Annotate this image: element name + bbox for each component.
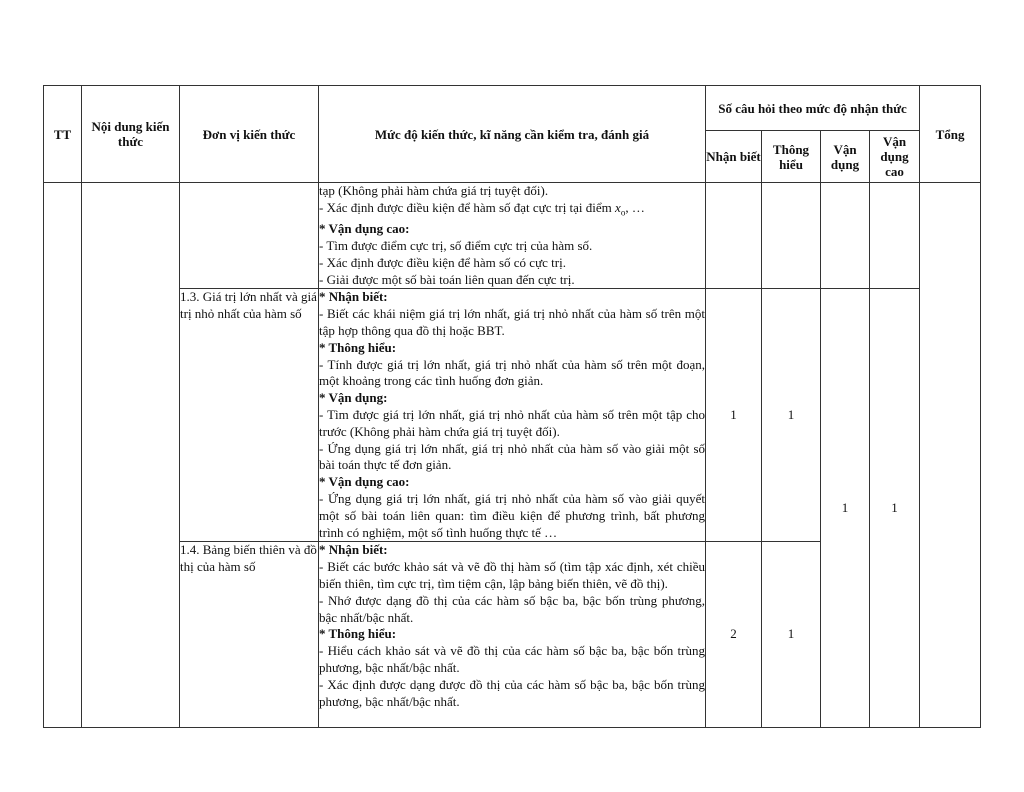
- header-tong: Tổng: [920, 86, 981, 183]
- header-van-dung: Vận dụng: [821, 131, 870, 183]
- count-nhan-biet: 1: [706, 289, 762, 542]
- level-heading: * Thông hiểu:: [319, 626, 397, 642]
- matrix-table: [43, 85, 981, 728]
- count-van-dung: 1: [821, 289, 870, 728]
- criteria-1-3: [319, 289, 706, 542]
- count-cell: [870, 183, 920, 289]
- criteria-line: - Xác định được điều kiện để hàm số có cực trị.: [319, 254, 566, 270]
- criteria-line: [319, 200, 705, 221]
- criteria-line: - Tìm được điểm cực trị, số điểm cực trị của hàm số.: [319, 237, 593, 253]
- criteria-line: - Nhớ được dạng đồ thị của các hàm số bậc ba, bậc bốn trùng phương, bậc nhất/bậc nhất.: [319, 592, 705, 625]
- criteria-line: - Xác định được dạng được đồ thị của các hàm số bậc ba, bậc bốn trùng phương, bậc nhất/bậc nhất.: [319, 676, 705, 709]
- criteria-line: - Ứng dụng giá trị lớn nhất, giá trị nhỏ nhất của hàm số vào giải quyết một số bài toán liên quan: tìm điều kiện để phương trình, bất phương trình có nghiệm, một số tình huống thực tế …: [319, 490, 705, 540]
- criteria-text: - Xác định được điều kiện để hàm số đạt cực trị tại điểm: [319, 199, 616, 215]
- count-thong-hieu: 1: [762, 542, 821, 728]
- criteria-1-4: [319, 542, 706, 728]
- tong-cell: [920, 183, 981, 728]
- header-noi-dung: Nội dung kiến thức: [82, 86, 180, 183]
- count-cell: [821, 183, 870, 289]
- level-heading: * Nhận biết:: [319, 289, 388, 305]
- criteria-line: - Tìm được giá trị lớn nhất, giá trị nhỏ nhất của hàm số trên một tập cho trước (Không phải hàm chứa giá trị tuyệt đối).: [319, 406, 705, 439]
- tt-cell: [44, 183, 82, 728]
- unit-1-3: 1.3. Giá trị lớn nhất và giá trị nhỏ nhất của hàm số: [180, 289, 319, 542]
- unit-cell-continued: [180, 183, 319, 289]
- criteria-line: - Biết các bước khảo sát và vẽ đồ thị hàm số (tìm tập xác định, xét chiều biến thiên, tìm cực trị, tìm tiệm cận, lập bảng biến thiên, vẽ đồ thị).: [319, 559, 705, 591]
- criteria-line: - Giải được một số bài toán liên quan đến cực trị.: [319, 271, 575, 287]
- level-heading: * Vận dụng cao:: [319, 474, 410, 490]
- header-van-dung-cao: Vận dụng cao: [870, 131, 920, 183]
- header-muc-do: Mức độ kiến thức, kĩ năng cần kiểm tra, đánh giá: [319, 86, 706, 183]
- math-var: x: [615, 199, 621, 215]
- criteria-line: tạp (Không phải hàm chứa giá trị tuyệt đối).: [319, 183, 549, 198]
- header-tt: TT: [44, 86, 82, 183]
- criteria-line: - Tính được giá trị lớn nhất, giá trị nhỏ nhất của hàm số trên một đoạn, một khoảng trong các tình huống đơn giản.: [319, 356, 705, 389]
- criteria-line: - Ứng dụng giá trị lớn nhất, giá trị nhỏ nhất của hàm số vào giải một số bài toán thực tế đơn giản.: [319, 440, 705, 473]
- criteria-continued: [319, 183, 706, 289]
- count-nhan-biet: 2: [706, 542, 762, 728]
- unit-1-4: 1.4. Bảng biến thiên và đồ thị của hàm số: [180, 542, 319, 728]
- level-heading: * Vận dụng cao:: [319, 221, 410, 237]
- level-heading: * Thông hiểu:: [319, 339, 397, 355]
- level-heading: * Vận dụng:: [319, 390, 388, 406]
- criteria-line: - Biết các khái niệm giá trị lớn nhất, giá trị nhỏ nhất của hàm số trên một tập hợp thông qua đồ thị hoặc BBT.: [319, 306, 705, 338]
- count-cell: [762, 183, 821, 289]
- count-thong-hieu: 1: [762, 289, 821, 542]
- level-heading: * Nhận biết:: [319, 542, 388, 558]
- header-so-cau-hoi: Số câu hỏi theo mức độ nhận thức: [706, 86, 920, 131]
- noi-dung-cell: [82, 183, 180, 728]
- header-don-vi: Đơn vị kiến thức: [180, 86, 319, 183]
- count-van-dung-cao: 1: [870, 289, 920, 728]
- header-nhan-biet: Nhận biết: [706, 131, 762, 183]
- criteria-text: , …: [625, 199, 645, 215]
- criteria-line: - Hiểu cách khảo sát và vẽ đồ thị của các hàm số bậc ba, bậc bốn trùng phương, bậc nhất/bậc nhất.: [319, 643, 705, 675]
- count-cell: [706, 183, 762, 289]
- math-subscript: o: [620, 207, 626, 218]
- header-thong-hieu: Thông hiểu: [762, 131, 821, 183]
